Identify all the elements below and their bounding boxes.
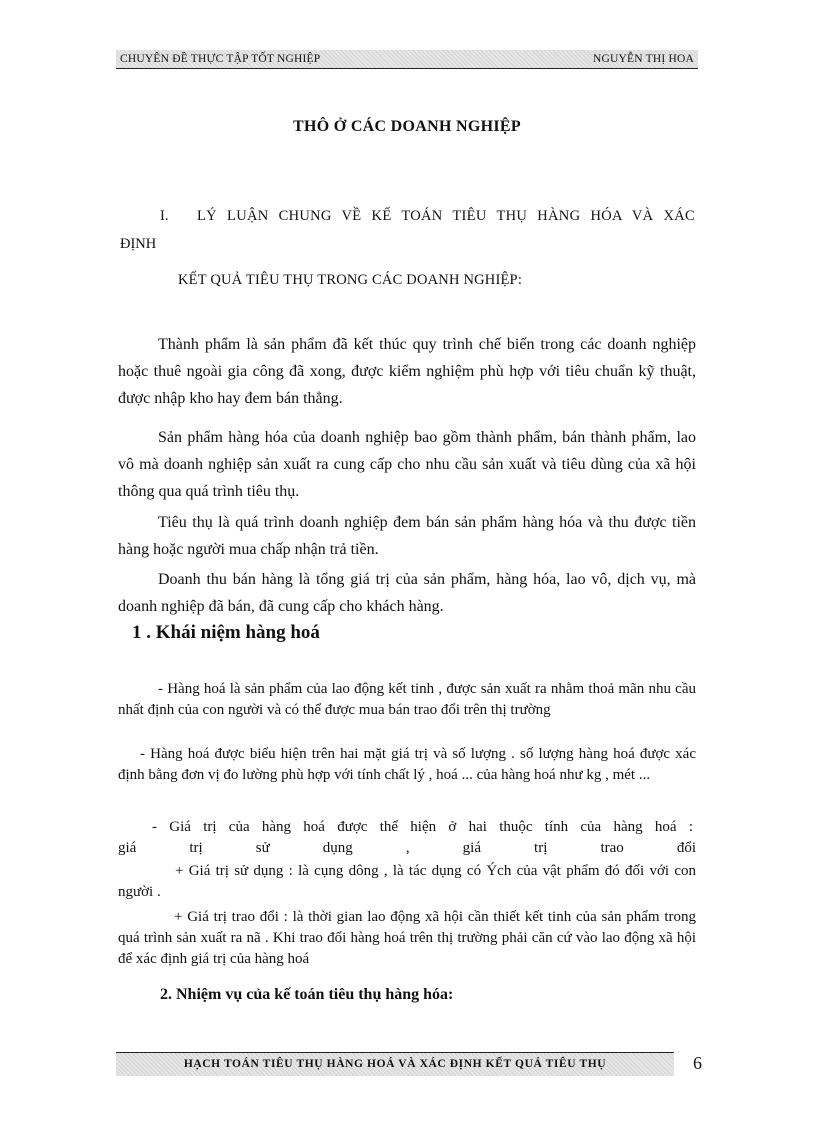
section-1-title-line2: ĐỊNH: [120, 236, 157, 252]
section-1-number: I.: [160, 208, 169, 224]
bullet-item-continued: giá trị sử dụng , giá trị trao đổi: [118, 840, 696, 856]
page-footer: HẠCH TOÁN TIÊU THỤ HÀNG HOÁ VÀ XÁC ĐỊNH KẾT QUẢ TIÊU THỤ: [116, 1052, 674, 1076]
heading-nhiem-vu: 2. Nhiệm vụ của kế toán tiêu thụ hàng hóa:: [160, 986, 454, 1003]
paragraph: Doanh thu bán hàng là tổng giá trị của sản phẩm, hàng hóa, lao vô, dịch vụ, mà doanh nghiệp đã bán, đã cung cấp cho khách hàng.: [118, 571, 696, 615]
paragraph: Thành phẩm là sản phẩm đã kết thúc quy trình chế biến trong các doanh nghiệp hoặc thuê ngoài gia công đã xong, được kiểm nghiệm phù hợp với tiêu chuẩn kỹ thuật, được nhập kho hay đem bán thẳng.: [118, 336, 696, 407]
sub-item-exchange-value: + Giá trị trao đổi : là thời gian lao động xã hội cần thiết kết tinh của sản phẩm trong quá trình sản xuất ra nã . Khi trao đổi hàng hoá trên thị trường phải căn cứ vào lao động xã hội để xác định giá trị của hàng hoá: [118, 909, 696, 967]
heading-khai-niem: 1 . Khái niệm hàng hoá: [132, 622, 320, 643]
bullet-item: - Hàng hoá được biểu hiện trên hai mặt giá trị và số lượng . số lượng hàng hoá được xác định bằng đơn vị đo lường phù hợp với tính chất lý , hoá ... của hàng hoá như kg , mét ...: [118, 746, 696, 783]
sub-item-use-value: + Giá trị sử dụng : là cụng dông , là tác dụng có Ých của vật phẩm đó đối với con người .: [118, 863, 696, 900]
section-1-title-line3: KẾT QUẢ TIÊU THỤ TRONG CÁC DOANH NGHIỆP:: [178, 272, 523, 288]
paragraph: Sản phẩm hàng hóa của doanh nghiệp bao gồm thành phẩm, bán thành phẩm, lao vô mà doanh nghiệp sản xuất ra cung cấp cho nhu cầu sản xuất và tiêu dùng của xã hội thông qua quá trình tiêu thụ.: [118, 429, 696, 500]
document-title: THÔ Ở CÁC DOANH NGHIỆP: [293, 118, 521, 135]
bullet-item: - Giá trị của hàng hoá được thể hiện ở hai thuộc tính của hàng hoá :: [152, 819, 693, 835]
header-right-text: NGUYỄN THỊ HOA: [593, 53, 694, 65]
page-header: [116, 50, 698, 69]
header-left-text: CHUYÊN ĐỀ THỰC TẬP TỐT NGHIỆP: [120, 53, 321, 65]
paragraph: Tiêu thụ là quá trình doanh nghiệp đem bán sản phẩm hàng hóa và thu được tiền hàng hoặc người mua chấp nhận trả tiền.: [118, 514, 696, 558]
bullet-item: - Hàng hoá là sản phẩm của lao động kết tinh , được sản xuất ra nhằm thoả mãn nhu cầu nhất định của con người và có thể được mua bán trao đổi trên thị trường: [118, 681, 696, 718]
section-1-title-line1: LÝ LUẬN CHUNG VỀ KẾ TOÁN TIÊU THỤ HÀNG HÓA VÀ XÁC: [197, 208, 695, 224]
page-number: 6: [693, 1053, 702, 1073]
